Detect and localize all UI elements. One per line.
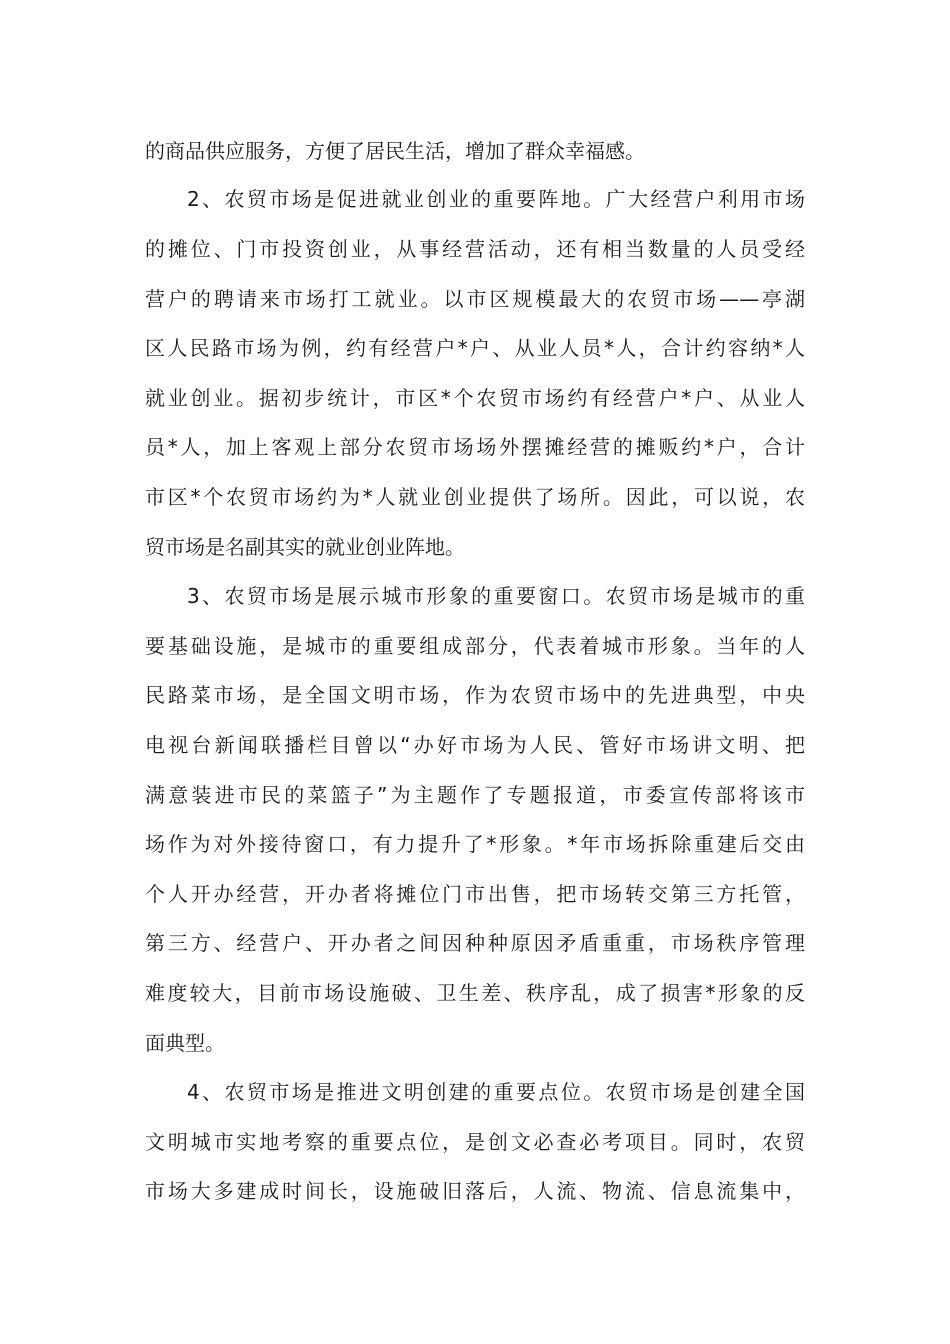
text-line: 的摊位、门市投资创业，从事经营活动，还有相当数量的人员受经: [145, 237, 805, 261]
text-line: 民路菜市场，是全国文明市场，作为农贸市场中的先进典型，中央: [145, 683, 805, 707]
text-line: 个人开办经营，开办者将摊位门市出售，把市场转交第三方托管，: [145, 882, 805, 906]
text-line: 区人民路市场为例，约有经营户*户、从业人员*人，合计约容纳*人: [145, 336, 805, 360]
text-line: 电视台新闻联播栏目曾以“办好市场为人民、管好市场讲文明、把: [145, 733, 805, 757]
text-line: 贸市场是名副其实的就业创业阵地。: [145, 535, 465, 559]
paragraph-4-first-line: 4、农贸市场是推进文明创建的重要点位。农贸市场是创建全国: [187, 1080, 805, 1104]
text-line: 文明城市实地考察的重要点位，是创文必查必考项目。同时，农贸: [145, 1130, 805, 1154]
text-line: 营户的聘请来市场打工就业。以市区规模最大的农贸市场——亭湖: [145, 287, 805, 311]
text-line: 要基础设施，是城市的重要组成部分，代表着城市形象。当年的人: [145, 634, 805, 658]
text-line: 面典型。: [145, 1031, 225, 1055]
paragraph-3-first-line: 3、农贸市场是展示城市形象的重要窗口。农贸市场是城市的重: [187, 584, 805, 608]
text-line: 满意装进市民的菜篮子”为主题作了专题报道，市委宣传部将该市: [145, 783, 805, 807]
text-line: 的商品供应服务，方便了居民生活，增加了群众幸福感。: [145, 139, 645, 163]
text-line: 市场大多建成时间长，设施破旧落后，人流、物流、信息流集中，: [145, 1179, 805, 1203]
text-line: 市区*个农贸市场约为*人就业创业提供了场所。因此，可以说，农: [145, 485, 805, 509]
text-line: 就业创业。据初步统计，市区*个农贸市场约有经营户*户、从业人: [145, 386, 805, 410]
text-line: 难度较大，目前市场设施破、卫生差、秩序乱，成了损害*形象的反: [145, 981, 805, 1005]
paragraph-2-first-line: 2、农贸市场是促进就业创业的重要阵地。广大经营户利用市场: [187, 187, 805, 211]
text-line: 员*人，加上客观上部分农贸市场场外摆摊经营的摊贩约*户，合计: [145, 435, 805, 459]
text-line: 第三方、经营户、开办者之间因种种原因矛盾重重，市场秩序管理: [145, 931, 805, 955]
text-line: 场作为对外接待窗口，有力提升了*形象。*年市场拆除重建后交由: [145, 832, 805, 856]
